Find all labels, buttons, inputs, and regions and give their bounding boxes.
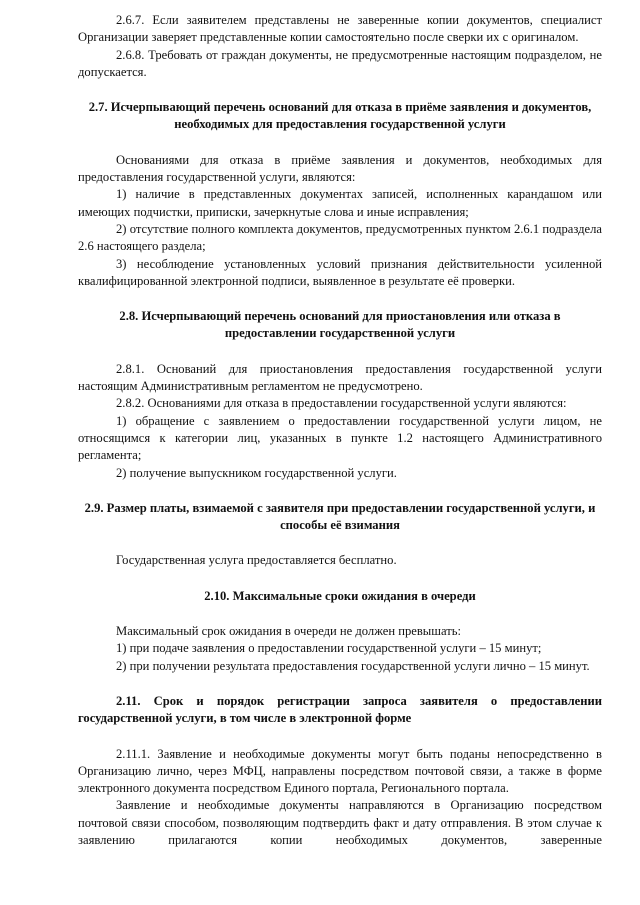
- paragraph-2-11-1: 2.11.1. Заявление и необходимые документы могут быть поданы непосредственно в Организацию лично, через МФЦ, направлены посредством почтовой связи, а также в форме электронного документа посредством Единого портала, Регионального портала.: [78, 746, 602, 796]
- heading-2-7: 2.7. Исчерпывающий перечень оснований для отказа в приёме заявления и документов, необходимых для предоставления государственной услуги: [88, 100, 592, 132]
- paragraph-2-8-1: 2.8.1. Оснований для приостановления предоставления государственной услуги настоящим Административным регламентом не предусмотрено.: [78, 361, 602, 394]
- heading-2-8: 2.8. Исчерпывающий перечень оснований для приостановления или отказа в предоставлении государственной услуги: [119, 309, 561, 341]
- list-item-refusal-3: 3) несоблюдение установленных условий признания действительности усиленной квалифицированной электронной подписи, выявленное в результате её проверки.: [78, 256, 602, 288]
- paragraph-refusal-grounds-intro: Основаниями для отказа в приёме заявления и документов, необходимых для предоставления государственной услуги, являются:: [78, 152, 602, 185]
- list-item-queue-2: 2) при получении результата предоставления государственной услуги лично – 15 минут.: [116, 658, 590, 673]
- heading-2-11: 2.11. Срок и порядок регистрации запроса заявителя о предоставлении государственной услуги, в том числе в электронной форме: [78, 693, 602, 726]
- paragraph-2-6-8: 2.6.8. Требовать от граждан документы, не предусмотренные настоящим подразделом, не допускается.: [78, 47, 602, 79]
- paragraph-2-8-2: 2.8.2. Основаниями для отказа в предоставлении государственной услуги являются:: [116, 396, 567, 411]
- paragraph-2-6-7: 2.6.7. Если заявителем представлены не заверенные копии документов, специалист Организации заверяет представленные копии самостоятельно после сверки их с оригиналом.: [78, 13, 602, 45]
- heading-2-9: 2.9. Размер платы, взимаемой с заявителя при предоставлении государственной услуги, и способы её взимания: [84, 500, 596, 533]
- list-item-denial-2: 2) получение выпускником государственной услуги.: [116, 465, 397, 480]
- list-item-denial-1: 1) обращение с заявлением о предоставлении государственной услуги лицом, не относящимся к категории лиц, указанных в пункте 1.2 настоящего Административного регламента;: [78, 413, 602, 463]
- paragraph-queue-intro: Максимальный срок ожидания в очереди не должен превышать:: [116, 624, 461, 639]
- list-item-queue-1: 1) при подаче заявления о предоставлении государственной услуги – 15 минут;: [116, 641, 542, 656]
- paragraph-postal-submission: Заявление и необходимые документы направляются в Организацию посредством почтовой связи способом, позволяющим подтвердить факт и дату отправления. В этом случае к заявлению прилагаются копии необходимых документов, заверенные: [78, 798, 602, 847]
- list-item-refusal-2: 2) отсутствие полного комплекта документов, предусмотренных пунктом 2.6.1 подраздела 2.6 настоящего раздела;: [78, 221, 602, 254]
- paragraph-free-service: Государственная услуга предоставляется бесплатно.: [116, 553, 397, 568]
- list-item-refusal-1: 1) наличие в представленных документах записей, исполненных карандашом или имеющих подчистки, приписки, зачеркнутые слова и иные исправления;: [78, 187, 602, 219]
- heading-2-10: 2.10. Максимальные сроки ожидания в очереди: [204, 588, 476, 603]
